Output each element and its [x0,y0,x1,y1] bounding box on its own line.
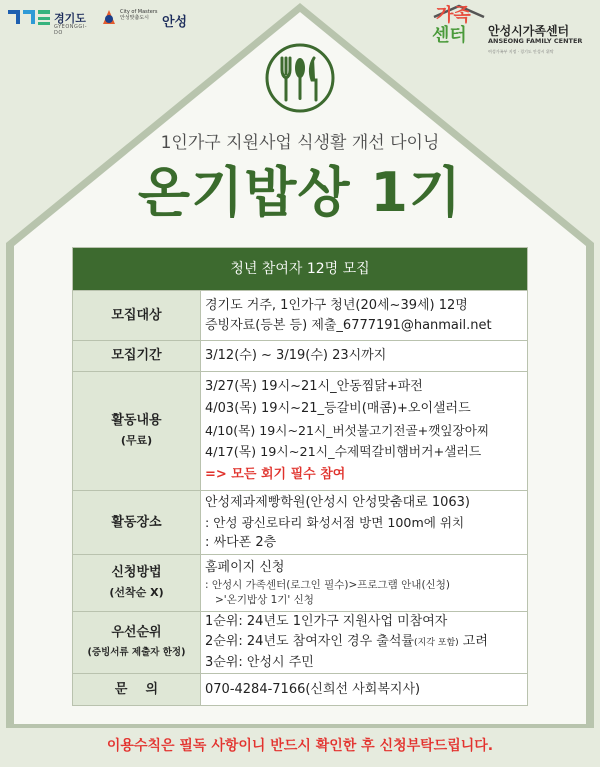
table-row-target [73,290,527,340]
utensils-icon [262,40,338,116]
mark-row1: 가족 [436,5,471,26]
activity-session-4: 4/17(목) 19시~21시_수제떡갈비햄버거+샐러드 [205,445,482,460]
gyeonggi-mark-icon [8,8,50,28]
activity-session-2: 4/03(목) 19시~21_등갈비(매콤)+오이샐러드 [205,401,471,416]
activity-session-1: 3/27(목) 19시~21시_안동찜닭+파전 [205,379,423,394]
gyeonggi-name: 경기도 [54,12,86,25]
row-value [201,372,527,490]
table-header: 청년 참여자 12명 모집 [73,248,527,290]
gyeonggi-logo [8,8,88,36]
apply-note1: : 안성시 가족센터(로그인 필수)>프로그램 안내(신청) [205,579,450,591]
table-row-apply [73,554,527,611]
row-label: 활동내용 (무료) [73,372,201,490]
anseong-mark-icon [100,8,118,26]
gyeonggi-sub: GYEONGGI-DO [54,24,88,36]
anseong-name: 안성 [162,15,188,30]
info-table [72,247,528,706]
apply-note2: >'온기밥상 1기' 신청 [215,594,314,606]
contact-phone: 070-4284-7166(신희선 사회복지사) [205,681,421,697]
row-value [201,491,527,554]
row-label: 모집대상 [73,291,201,340]
row-value [201,341,527,371]
row-label: 모집기간 [73,341,201,371]
activity-session-3: 4/10(목) 19시~21시_버섯불고기전골+깻잎장아찌 [205,423,490,438]
row-label: 우선순위 (증빙서류 제출자 한정) [73,612,201,673]
table-row-period [73,340,527,371]
row-value [201,555,527,611]
period-line1: 3/12(수) ~ 3/19(수) 23시까지 [205,348,387,363]
place-line3: : 싸다폰 2층 [205,534,277,550]
table-row-contact [73,673,527,705]
family-center-note: 여성가족부 지정 · 경기도 안성시 위탁 [488,49,554,54]
table-row-place [73,490,527,554]
footer-notice: 이용수칙은 필독 사항이니 반드시 확인한 후 신청부탁드립니다. [106,738,494,754]
anseong-sub: City of Masters 안성맞춤도시 [120,9,158,21]
row-value [201,674,527,705]
family-center-name: 안성시가족센터 [488,24,570,38]
row-label: 문 의 [73,674,201,705]
family-center-english: ANSEONG FAMILY CENTER [488,37,583,45]
target-line1: 경기도 거주, 1인가구 청년(20세~39세) 12명 [205,297,468,313]
family-center-logo [430,4,600,64]
anseong-city-logo [100,6,190,30]
place-line1: 안성제과제빵학원(안성시 안성맞춤대로 1063) [205,494,470,510]
family-center-mark [430,4,486,60]
place-line2: : 안성 광신로타리 화성서점 방면 100m에 위치 [205,514,465,530]
priority-line1: 1순위: 24년도 1인가구 지원사업 미참여자 [205,614,448,629]
row-label: 신청방법 (선착순 X) [73,555,201,611]
table-row-activity [73,371,527,490]
row-label: 활동장소 [73,491,201,554]
activity-notice: => 모든 회기 필수 참여 [205,467,346,482]
table-row-priority [73,611,527,673]
priority-line2: 2순위: 24년도 참여자인 경우 출석률(지각 포함) 고려 [205,634,488,649]
row-value [201,291,527,340]
program-subtitle: 1인가구 지원사업 식생활 개선 다이닝 [160,133,440,153]
priority-line3: 3순위: 안성시 주민 [205,655,314,670]
row-value [201,612,527,673]
target-email: 증빙자료(등본 등) 제출_6777191@hanmail.net [205,317,492,333]
apply-line1: 홈페이지 신청 [205,560,285,575]
mark-row2: 센터 [432,25,467,46]
program-title: 온기밥상 1기 [137,161,463,224]
